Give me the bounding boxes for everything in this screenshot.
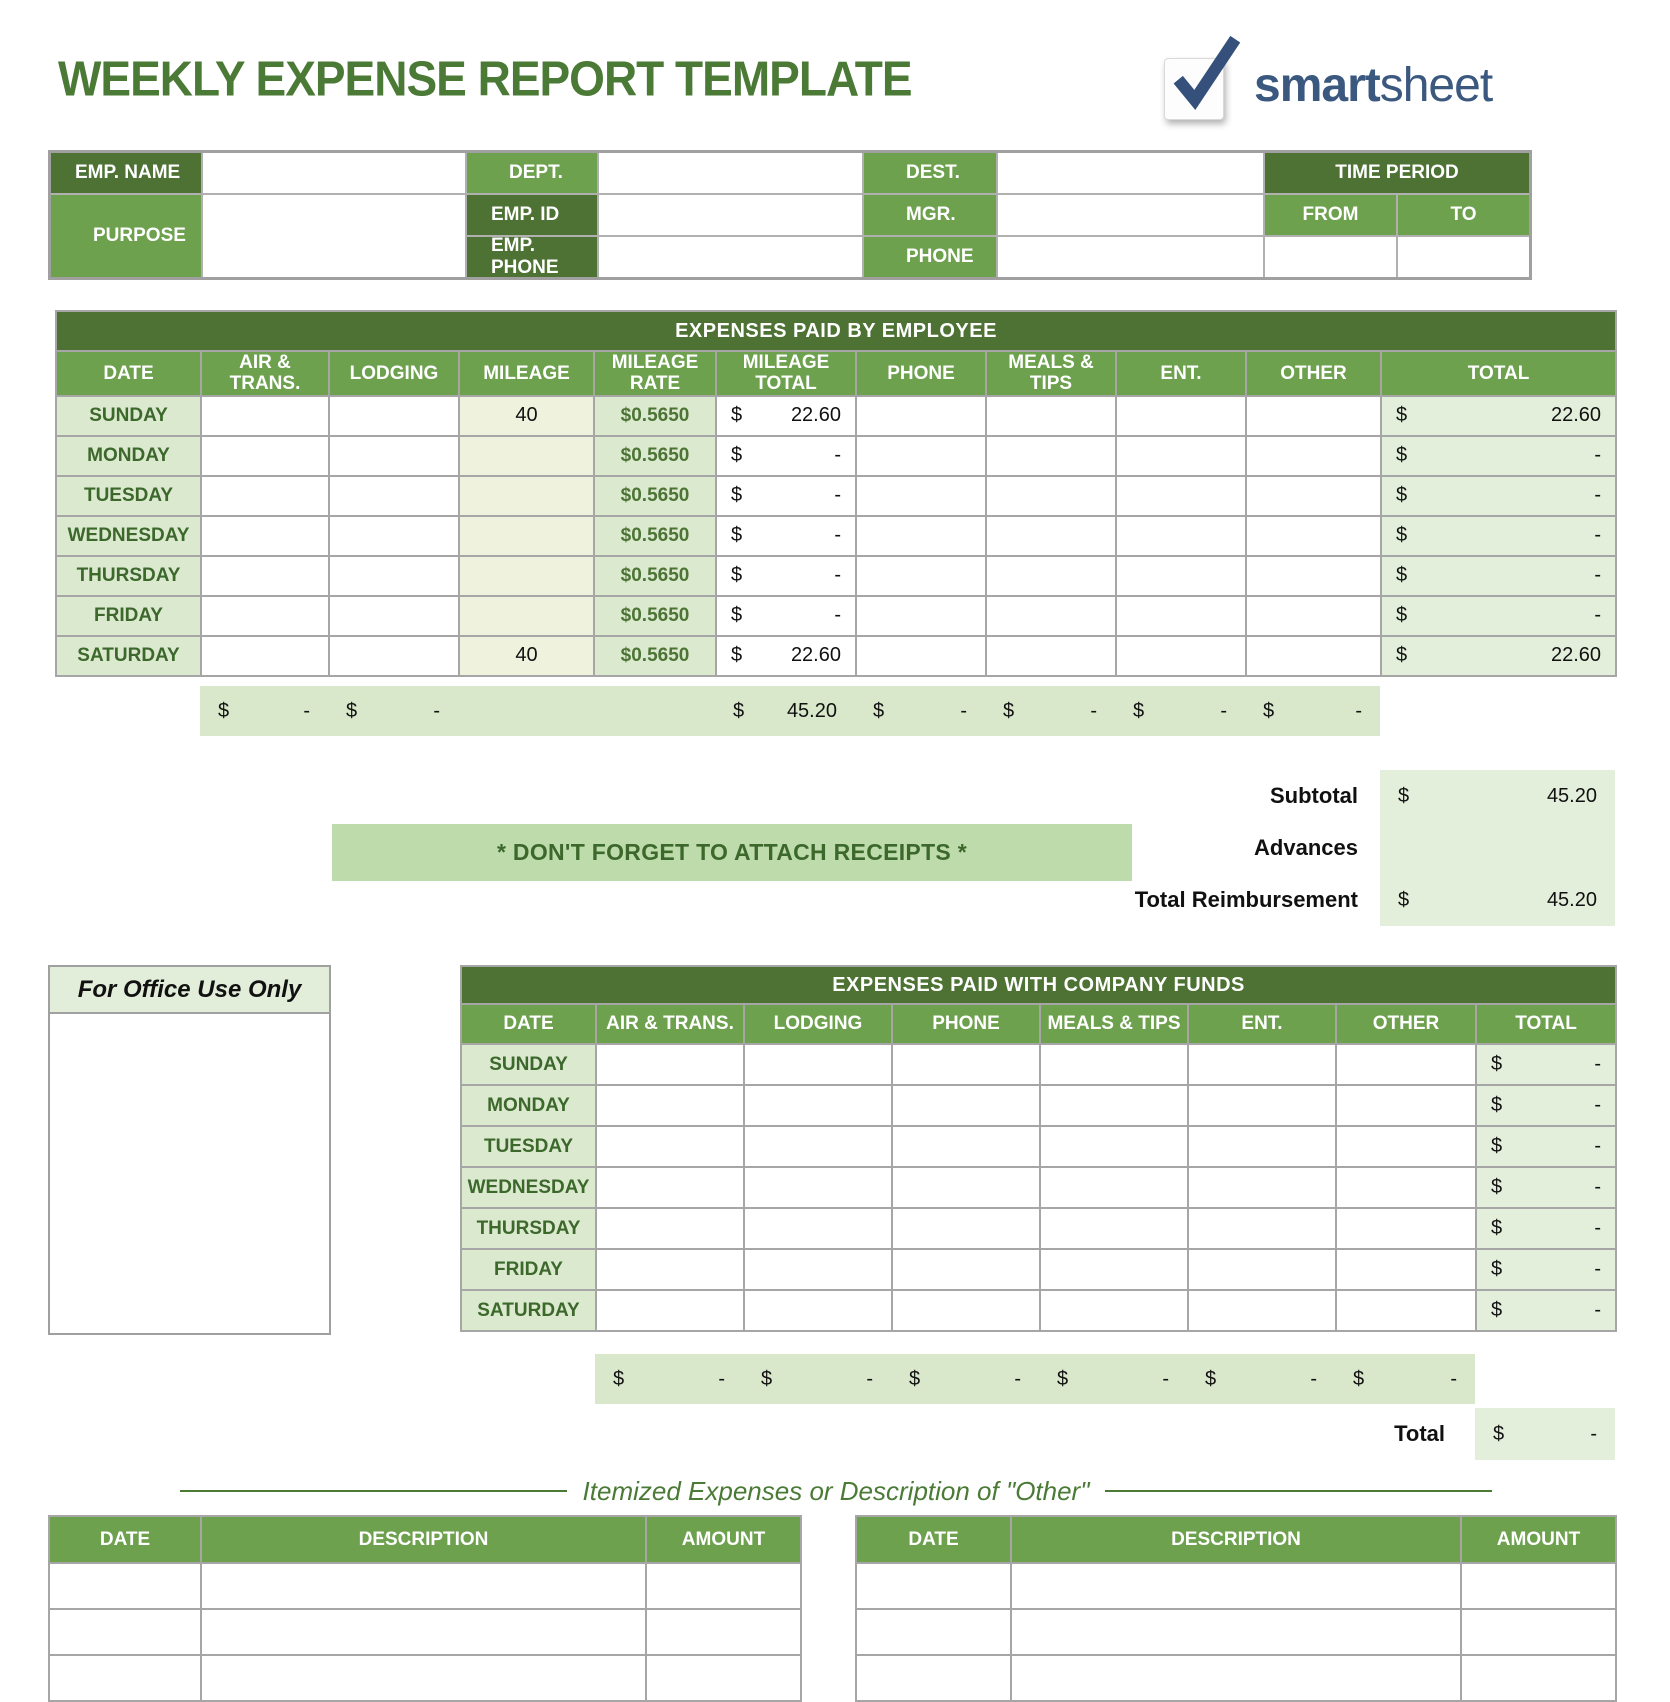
emp-phone-field[interactable] [599, 237, 862, 277]
phone-cell[interactable] [892, 1085, 1040, 1126]
col-mileage-total: MILEAGE TOTAL [716, 351, 856, 396]
ent-cell[interactable] [1116, 636, 1246, 676]
table-row [56, 636, 1616, 676]
phone-total: $ - [909, 1367, 1021, 1390]
day-cell: FRIDAY [56, 596, 201, 636]
meals-cell[interactable] [1040, 1208, 1188, 1249]
header-row [56, 351, 1616, 396]
lodging-cell[interactable] [329, 636, 459, 676]
table-row [49, 1563, 801, 1609]
other-cell[interactable] [1246, 396, 1381, 436]
date-cell[interactable] [856, 1655, 1011, 1701]
mileage-total-cell: $ - [716, 516, 856, 556]
amount-cell[interactable] [646, 1655, 801, 1701]
dept-label: DEPT. [467, 153, 597, 193]
total-cell: $ - [1476, 1167, 1616, 1208]
meals-cell[interactable] [986, 396, 1116, 436]
lodging-cell[interactable] [744, 1044, 892, 1085]
day-cell: FRIDAY [461, 1249, 596, 1290]
other-cell[interactable] [1336, 1044, 1476, 1085]
emp-phone-label: EMP. PHONE [467, 237, 597, 277]
ent-cell[interactable] [1188, 1249, 1336, 1290]
phone-cell[interactable] [856, 556, 986, 596]
dest-field[interactable] [998, 153, 1263, 193]
currency-symbol: $ [1396, 524, 1408, 547]
total-cell: $ - [1381, 476, 1616, 516]
amount-cell[interactable] [1461, 1563, 1616, 1609]
lodging-cell[interactable] [744, 1290, 892, 1331]
ent-cell[interactable] [1188, 1085, 1336, 1126]
total-reimbursement-value: $ 45.20 [1380, 874, 1615, 926]
office-use-title: For Office Use Only [50, 967, 329, 1014]
header-row [856, 1516, 1616, 1563]
divider-line [180, 1490, 567, 1492]
col-air-trans: AIR & TRANS. [201, 351, 329, 396]
lodging-cell[interactable] [744, 1085, 892, 1126]
air-trans-cell[interactable] [596, 1126, 744, 1167]
col-other: OTHER [1336, 1004, 1476, 1044]
amount-cell[interactable] [646, 1609, 801, 1655]
total-cell: $ - [1381, 596, 1616, 636]
meals-total: $ - [1003, 699, 1097, 722]
meals-cell[interactable] [1040, 1249, 1188, 1290]
col-description: DESCRIPTION [201, 1516, 646, 1563]
air-trans-cell[interactable] [201, 516, 329, 556]
amount-cell[interactable] [1461, 1655, 1616, 1701]
company-total-value: $ - [1475, 1408, 1615, 1460]
total-cell: $ - [1476, 1126, 1616, 1167]
air-trans-cell[interactable] [596, 1044, 744, 1085]
mileage-cell[interactable] [459, 516, 594, 556]
lodging-cell[interactable] [329, 556, 459, 596]
advances-label: Advances [1254, 835, 1358, 860]
total-cell: $ 22.60 [1381, 396, 1616, 436]
phone-cell[interactable] [892, 1290, 1040, 1331]
attach-receipts-banner: * DON'T FORGET TO ATTACH RECEIPTS * [332, 824, 1132, 881]
total-cell: $ - [1476, 1044, 1616, 1085]
day-cell: SUNDAY [56, 396, 201, 436]
table-row [461, 1167, 1616, 1208]
lodging-cell[interactable] [744, 1208, 892, 1249]
phone-cell[interactable] [856, 476, 986, 516]
total-cell: $ - [1381, 436, 1616, 476]
meals-total: $ - [1057, 1367, 1169, 1390]
itemized-table-right [855, 1515, 1617, 1702]
amount-cell[interactable] [646, 1563, 801, 1609]
other-cell[interactable] [1246, 556, 1381, 596]
subtotal-value: $ 45.20 [1380, 770, 1615, 822]
advances-value[interactable] [1380, 822, 1615, 874]
amount-cell[interactable] [1461, 1609, 1616, 1655]
phone-cell[interactable] [892, 1208, 1040, 1249]
col-mileage-rate: MILEAGE RATE [594, 351, 716, 396]
ent-cell[interactable] [1188, 1167, 1336, 1208]
air-trans-cell[interactable] [596, 1249, 744, 1290]
other-cell[interactable] [1336, 1085, 1476, 1126]
emp-name-label: EMP. NAME [51, 153, 201, 193]
phone-cell[interactable] [856, 396, 986, 436]
description-cell[interactable] [1011, 1563, 1461, 1609]
col-date: DATE [49, 1516, 201, 1563]
col-lodging: LODGING [329, 351, 459, 396]
ent-cell[interactable] [1116, 476, 1246, 516]
col-total: TOTAL [1476, 1004, 1616, 1044]
total-cell: $ - [1476, 1290, 1616, 1331]
dest-label: DEST. [864, 153, 996, 193]
mileage-cell[interactable] [459, 436, 594, 476]
purpose-field[interactable] [203, 195, 465, 277]
mileage-cell[interactable] [459, 476, 594, 516]
meals-cell[interactable] [986, 516, 1116, 556]
ent-cell[interactable] [1188, 1208, 1336, 1249]
currency-symbol: $ [731, 444, 743, 467]
meals-cell[interactable] [986, 556, 1116, 596]
currency-symbol: $ [1396, 604, 1408, 627]
description-cell[interactable] [1011, 1655, 1461, 1701]
currency-symbol: $ [731, 604, 743, 627]
col-date: DATE [461, 1004, 596, 1044]
phone-cell[interactable] [856, 516, 986, 556]
company-table-title: EXPENSES PAID WITH COMPANY FUNDS [461, 966, 1616, 1004]
from-field[interactable] [1265, 237, 1396, 277]
lodging-cell[interactable] [744, 1126, 892, 1167]
air-trans-cell[interactable] [201, 556, 329, 596]
col-ent: ENT. [1188, 1004, 1336, 1044]
air-trans-cell[interactable] [201, 396, 329, 436]
other-cell[interactable] [1246, 476, 1381, 516]
currency-symbol: $ [1396, 484, 1408, 507]
air-trans-total: $ - [613, 1367, 725, 1390]
currency-symbol: $ [1396, 404, 1408, 427]
mileage-total-cell: $ - [716, 556, 856, 596]
col-meals-tips: MEALS & TIPS [986, 351, 1116, 396]
mileage-total-cell: $ 22.60 [716, 636, 856, 676]
mileage-cell[interactable]: 40 [459, 636, 594, 676]
header-row [461, 1004, 1616, 1044]
table-row [461, 1126, 1616, 1167]
day-cell: MONDAY [461, 1085, 596, 1126]
air-trans-cell[interactable] [201, 436, 329, 476]
phone-cell[interactable] [856, 436, 986, 476]
day-cell: THURSDAY [461, 1208, 596, 1249]
divider-label: Itemized Expenses or Description of "Other" [582, 1475, 1090, 1506]
mileage-rate-cell: $0.5650 [594, 636, 716, 676]
phone-field[interactable] [998, 237, 1263, 277]
total-cell: $ - [1381, 516, 1616, 556]
day-cell: SUNDAY [461, 1044, 596, 1085]
currency-symbol: $ [731, 404, 743, 427]
phone-cell[interactable] [892, 1249, 1040, 1290]
office-use-box [48, 965, 331, 1335]
checkmark-icon [1158, 30, 1250, 122]
ent-cell[interactable] [1188, 1126, 1336, 1167]
table-row [856, 1655, 1616, 1701]
date-cell[interactable] [49, 1655, 201, 1701]
total-cell: $ - [1476, 1208, 1616, 1249]
lodging-cell[interactable] [329, 476, 459, 516]
employee-totals-row [200, 686, 1380, 736]
other-cell[interactable] [1336, 1249, 1476, 1290]
table-row [56, 596, 1616, 636]
col-phone: PHONE [856, 351, 986, 396]
ent-cell[interactable] [1116, 396, 1246, 436]
employee-expenses-table [55, 310, 1617, 677]
table-row [461, 1085, 1616, 1126]
table-row [56, 436, 1616, 476]
employee-table-title: EXPENSES PAID BY EMPLOYEE [56, 311, 1616, 351]
table-row [856, 1563, 1616, 1609]
other-total: $ - [1353, 1367, 1457, 1390]
day-cell: SATURDAY [461, 1290, 596, 1331]
table-row [856, 1609, 1616, 1655]
currency-symbol: $ [1396, 444, 1408, 467]
mileage-total-cell: $ - [716, 476, 856, 516]
ent-total: $ - [1205, 1367, 1317, 1390]
other-cell[interactable] [1246, 636, 1381, 676]
total-cell: $ - [1476, 1249, 1616, 1290]
currency-symbol: $ [731, 484, 743, 507]
lodging-cell[interactable] [329, 436, 459, 476]
ent-cell[interactable] [1188, 1044, 1336, 1085]
date-cell[interactable] [49, 1609, 201, 1655]
col-description: DESCRIPTION [1011, 1516, 1461, 1563]
itemized-table-left [48, 1515, 802, 1702]
ent-cell[interactable] [1188, 1290, 1336, 1331]
company-expenses-table [460, 965, 1617, 1332]
mileage-cell[interactable] [459, 556, 594, 596]
other-cell[interactable] [1336, 1290, 1476, 1331]
lodging-cell[interactable] [329, 516, 459, 556]
other-cell[interactable] [1246, 596, 1381, 636]
day-cell: MONDAY [56, 436, 201, 476]
purpose-label: PURPOSE [51, 195, 201, 277]
col-ent: ENT. [1116, 351, 1246, 396]
currency-symbol: $ [1396, 644, 1408, 667]
subtotal-label: Subtotal [1270, 783, 1358, 808]
lodging-cell[interactable] [329, 596, 459, 636]
table-row [461, 1290, 1616, 1331]
currency-symbol: $ [1396, 564, 1408, 587]
rate-blank [593, 686, 715, 736]
description-cell[interactable] [1011, 1609, 1461, 1655]
total-cell: $ 22.60 [1381, 636, 1616, 676]
smartsheet-logo [1158, 36, 1518, 128]
table-row [461, 1249, 1616, 1290]
meals-cell[interactable] [1040, 1085, 1188, 1126]
col-meals-tips: MEALS & TIPS [1040, 1004, 1188, 1044]
other-cell[interactable] [1336, 1126, 1476, 1167]
company-totals-row [595, 1354, 1475, 1404]
meals-cell[interactable] [1040, 1167, 1188, 1208]
currency-symbol: $ [731, 524, 743, 547]
day-cell: THURSDAY [56, 556, 201, 596]
mileage-rate-cell: $0.5650 [594, 436, 716, 476]
meals-cell[interactable] [1040, 1290, 1188, 1331]
air-trans-cell[interactable] [596, 1290, 744, 1331]
dept-field[interactable] [599, 153, 862, 193]
time-period-label: TIME PERIOD [1265, 153, 1529, 193]
mileage-cell[interactable] [459, 596, 594, 636]
table-row [56, 556, 1616, 596]
mileage-rate-cell: $0.5650 [594, 556, 716, 596]
date-cell[interactable] [49, 1563, 201, 1609]
mileage-total-cell: $ - [716, 436, 856, 476]
ent-total: $ - [1133, 699, 1227, 722]
ent-cell[interactable] [1116, 516, 1246, 556]
phone-total: $ - [873, 699, 967, 722]
ent-cell[interactable] [1116, 596, 1246, 636]
total-reimbursement-label: Total Reimbursement [1134, 887, 1358, 912]
emp-id-field[interactable] [599, 195, 862, 235]
table-row [56, 516, 1616, 556]
phone-label: PHONE [864, 237, 996, 277]
currency-symbol: $ [731, 644, 743, 667]
col-air-trans: AIR & TRANS. [596, 1004, 744, 1044]
mileage-rate-cell: $0.5650 [594, 476, 716, 516]
table-row [56, 396, 1616, 436]
ent-cell[interactable] [1116, 556, 1246, 596]
table-row [461, 1044, 1616, 1085]
table-row [56, 476, 1616, 516]
mgr-field[interactable] [998, 195, 1263, 235]
mileage-total-cell: $ - [716, 596, 856, 636]
mileage-cell[interactable]: 40 [459, 396, 594, 436]
phone-cell[interactable] [856, 636, 986, 676]
employee-info-table [48, 150, 1532, 280]
company-total-label: Total [1394, 1421, 1445, 1446]
col-total: TOTAL [1381, 351, 1616, 396]
meals-cell[interactable] [986, 436, 1116, 476]
col-lodging: LODGING [744, 1004, 892, 1044]
meals-cell[interactable] [986, 636, 1116, 676]
total-cell: $ - [1381, 556, 1616, 596]
other-cell[interactable] [1336, 1208, 1476, 1249]
day-cell: WEDNESDAY [56, 516, 201, 556]
to-label: TO [1398, 195, 1529, 235]
phone-cell[interactable] [856, 596, 986, 636]
mileage-rate-cell: $0.5650 [594, 396, 716, 436]
table-row [49, 1655, 801, 1701]
itemized-divider [180, 1474, 1492, 1508]
day-cell: TUESDAY [56, 476, 201, 516]
mileage-total-sum: $ 45.20 [733, 699, 837, 722]
lodging-total: $ - [761, 1367, 873, 1390]
air-trans-cell[interactable] [201, 596, 329, 636]
mileage-blank [458, 686, 593, 736]
table-row [49, 1609, 801, 1655]
col-date: DATE [856, 1516, 1011, 1563]
day-cell: TUESDAY [461, 1126, 596, 1167]
phone-cell[interactable] [892, 1167, 1040, 1208]
page-title: WEEKLY EXPENSE REPORT TEMPLATE [58, 51, 912, 107]
col-phone: PHONE [892, 1004, 1040, 1044]
col-other: OTHER [1246, 351, 1381, 396]
other-cell[interactable] [1246, 436, 1381, 476]
mileage-total-cell: $ 22.60 [716, 396, 856, 436]
total-cell: $ - [1476, 1085, 1616, 1126]
other-cell[interactable] [1246, 516, 1381, 556]
meals-cell[interactable] [1040, 1126, 1188, 1167]
phone-cell[interactable] [892, 1126, 1040, 1167]
date-cell[interactable] [856, 1609, 1011, 1655]
col-amount: AMOUNT [1461, 1516, 1616, 1563]
meals-cell[interactable] [986, 476, 1116, 516]
meals-cell[interactable] [986, 596, 1116, 636]
lodging-total: $ - [346, 699, 440, 722]
air-trans-cell[interactable] [596, 1085, 744, 1126]
lodging-cell[interactable] [744, 1249, 892, 1290]
day-cell: WEDNESDAY [461, 1167, 596, 1208]
phone-cell[interactable] [892, 1044, 1040, 1085]
date-cell[interactable] [856, 1563, 1011, 1609]
mileage-rate-cell: $0.5650 [594, 516, 716, 556]
col-amount: AMOUNT [646, 1516, 801, 1563]
other-cell[interactable] [1336, 1167, 1476, 1208]
description-cell[interactable] [201, 1655, 646, 1701]
air-trans-cell[interactable] [201, 476, 329, 516]
air-trans-total: $ - [218, 699, 310, 722]
lodging-cell[interactable] [329, 396, 459, 436]
air-trans-cell[interactable] [596, 1167, 744, 1208]
emp-id-label: EMP. ID [467, 195, 597, 235]
description-cell[interactable] [201, 1609, 646, 1655]
ent-cell[interactable] [1116, 436, 1246, 476]
mgr-label: MGR. [864, 195, 996, 235]
table-row [461, 1208, 1616, 1249]
to-field[interactable] [1398, 237, 1529, 277]
header-row [49, 1516, 801, 1563]
lodging-cell[interactable] [744, 1167, 892, 1208]
other-total: $ - [1263, 699, 1362, 722]
air-trans-cell[interactable] [596, 1208, 744, 1249]
currency-symbol: $ [731, 564, 743, 587]
meals-cell[interactable] [1040, 1044, 1188, 1085]
emp-name-field[interactable] [203, 153, 465, 193]
logo-wordmark: smartsheet [1254, 59, 1493, 112]
air-trans-cell[interactable] [201, 636, 329, 676]
day-cell: SATURDAY [56, 636, 201, 676]
col-mileage: MILEAGE [459, 351, 594, 396]
divider-line [1105, 1490, 1492, 1492]
office-use-area[interactable] [50, 1014, 329, 1333]
mileage-rate-cell: $0.5650 [594, 596, 716, 636]
col-date: DATE [56, 351, 201, 396]
from-label: FROM [1265, 195, 1396, 235]
description-cell[interactable] [201, 1563, 646, 1609]
